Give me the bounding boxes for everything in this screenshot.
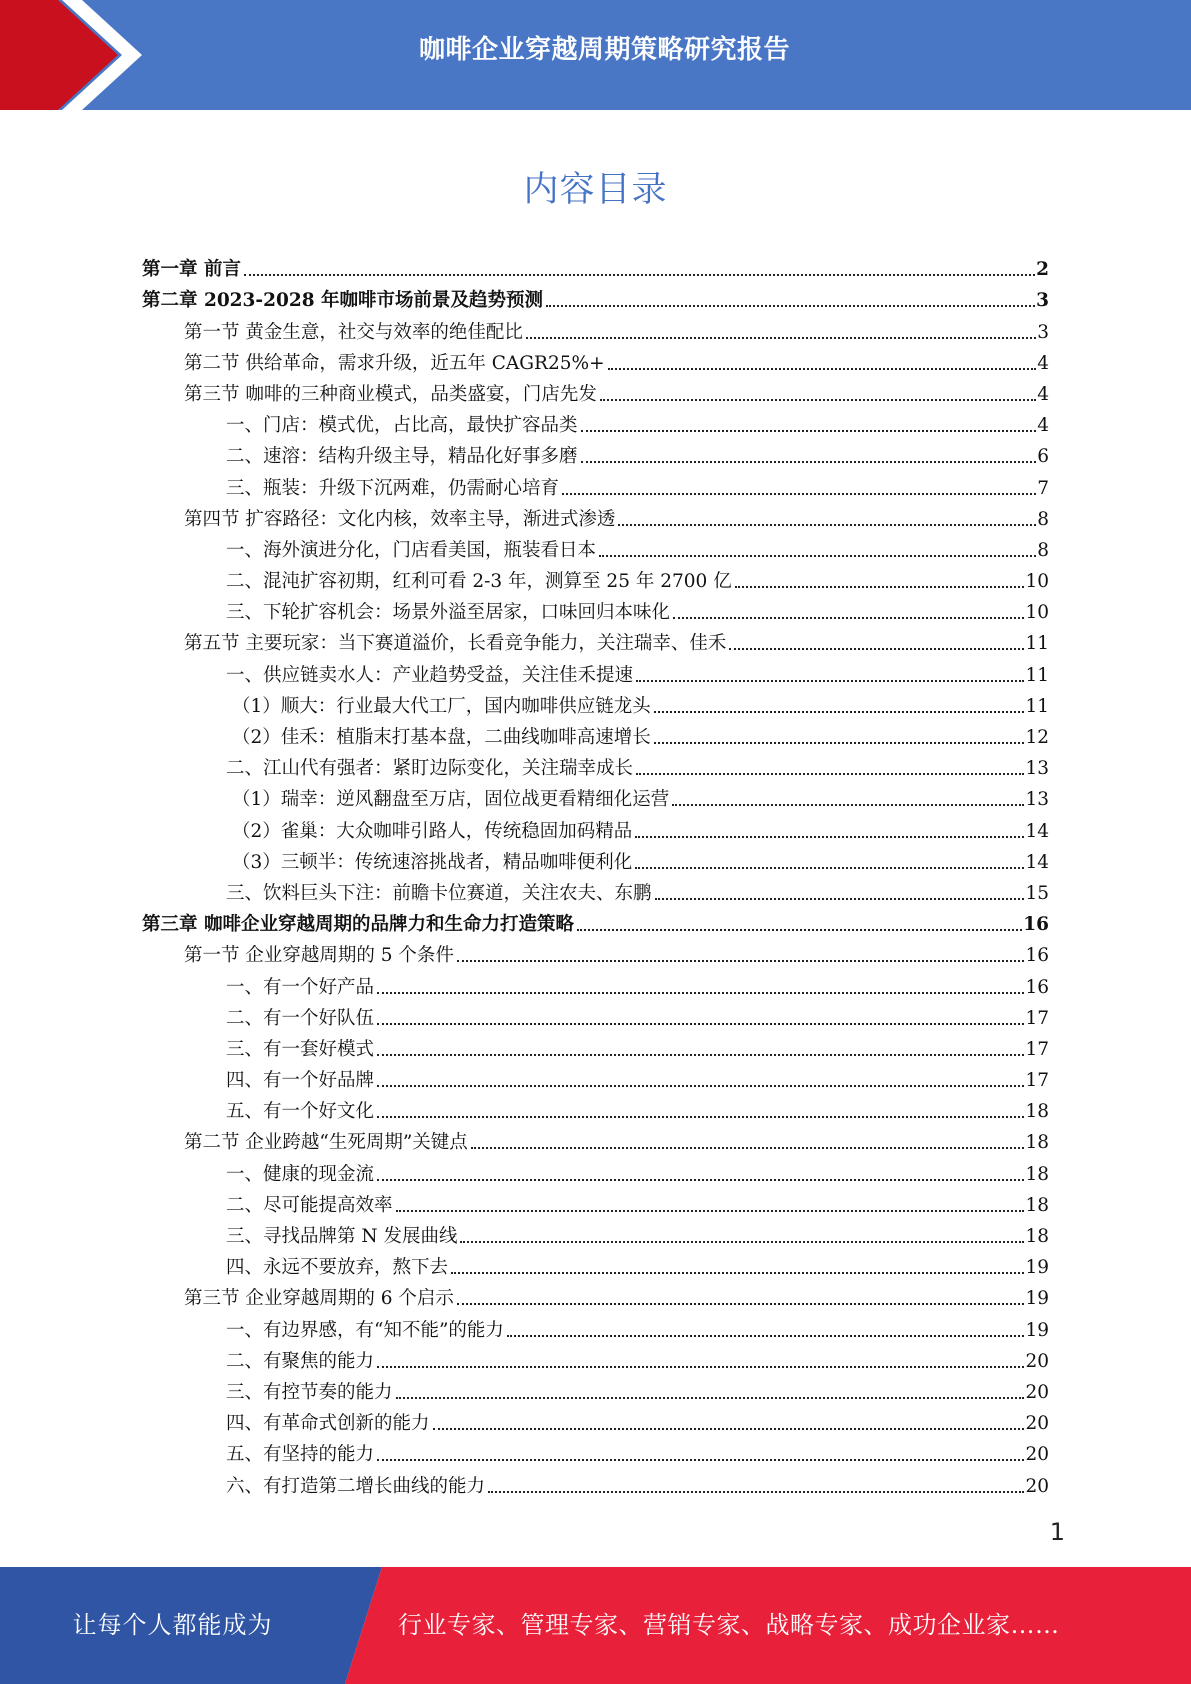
toc-entry-title: 第三节 企业穿越周期的 6 个启示 xyxy=(184,1288,454,1310)
toc-entry-page: 10 xyxy=(1025,602,1049,624)
toc-entry-page: 11 xyxy=(1025,695,1049,717)
toc-dot-leader xyxy=(396,1210,1025,1212)
toc-entry-page: 6 xyxy=(1037,446,1049,468)
toc-entry[interactable] xyxy=(142,1470,1049,1501)
toc-entry-page: 16 xyxy=(1025,976,1049,998)
toc-entry[interactable] xyxy=(142,1158,1049,1189)
toc-entry-title: 第二章 2023-2028 年咖啡市场前景及趋势预测 xyxy=(142,290,544,312)
toc-entry-title: 五、有一个好文化 xyxy=(226,1101,375,1123)
toc-entry[interactable] xyxy=(142,878,1049,909)
toc-entry-title: 四、有革命式创新的能力 xyxy=(226,1413,430,1435)
toc-entry[interactable] xyxy=(142,1439,1049,1470)
toc-dot-leader xyxy=(635,836,1024,838)
toc-entry-page: 4 xyxy=(1037,352,1049,374)
toc-entry-page: 8 xyxy=(1037,539,1049,561)
toc-entry[interactable] xyxy=(142,1221,1049,1252)
toc-entry-title: 一、海外演进分化，门店看美国，瓶装看日本 xyxy=(226,539,597,561)
toc-dot-leader xyxy=(526,337,1036,339)
toc-entry-title: 第四节 扩容路径：文化内核，效率主导，渐进式渗透 xyxy=(184,508,616,530)
footer-slogan-left: 让每个人都能成为 xyxy=(72,1611,273,1639)
toc-entry-page: 13 xyxy=(1025,758,1049,780)
toc-entry[interactable] xyxy=(142,566,1049,597)
toc-entry-page: 19 xyxy=(1025,1288,1049,1310)
toc-dot-leader xyxy=(377,1023,1024,1025)
toc-dot-leader xyxy=(460,1241,1024,1243)
toc-entry-title: 第二节 企业跨越“生死周期”关键点 xyxy=(184,1132,468,1154)
toc-entry-title: 第一节 黄金生意，社交与效率的绝佳配比 xyxy=(184,321,523,343)
toc-entry-title: 一、健康的现金流 xyxy=(226,1163,375,1185)
toc-entry[interactable] xyxy=(142,1283,1049,1314)
toc-entry[interactable] xyxy=(142,971,1049,1002)
toc-dot-leader xyxy=(377,992,1024,994)
toc-entry-title: 一、有边界感，有“知不能”的能力 xyxy=(226,1319,504,1341)
toc-entry-page: 18 xyxy=(1025,1101,1049,1123)
toc-entry[interactable] xyxy=(142,1314,1049,1345)
toc-entry-page: 2 xyxy=(1036,259,1049,281)
toc-entry-title: 第五节 主要玩家：当下赛道溢价，长看竞争能力，关注瑞幸、佳禾 xyxy=(184,633,727,655)
toc-heading: 内容目录 xyxy=(523,170,668,210)
toc-dot-leader xyxy=(654,742,1025,744)
toc-entry-page: 17 xyxy=(1025,1038,1049,1060)
toc-entry-page: 17 xyxy=(1025,1070,1049,1092)
toc-entry-page: 20 xyxy=(1025,1475,1049,1497)
toc-dot-leader xyxy=(546,305,1035,307)
toc-entry[interactable] xyxy=(142,285,1049,316)
toc-entry-page: 20 xyxy=(1025,1350,1049,1372)
toc-entry-title: 三、瓶装：升级下沉两难，仍需耐心培育 xyxy=(226,477,560,499)
toc-entry[interactable] xyxy=(142,847,1049,878)
toc-entry-title: 二、有一个好队伍 xyxy=(226,1007,375,1029)
toc-entry-page: 17 xyxy=(1025,1007,1049,1029)
toc-entry[interactable] xyxy=(142,659,1049,690)
toc-entry-title: 第一章 前言 xyxy=(142,259,241,281)
toc-dot-leader xyxy=(451,1272,1024,1274)
page-number: 1 xyxy=(1049,1518,1065,1546)
toc-dot-leader xyxy=(608,368,1037,370)
toc-dot-leader xyxy=(655,898,1025,900)
toc-dot-leader xyxy=(507,1335,1025,1337)
toc-dot-leader xyxy=(377,1366,1024,1368)
toc-dot-leader xyxy=(457,1303,1025,1305)
toc-entry-page: 3 xyxy=(1036,290,1049,312)
toc-entry-title: 第三章 咖啡企业穿越周期的品牌力和生命力打造策略 xyxy=(142,914,574,936)
toc-entry-title: 三、有控节奏的能力 xyxy=(226,1381,393,1403)
toc-entry[interactable] xyxy=(142,348,1049,379)
toc-dot-leader xyxy=(488,1491,1024,1493)
toc-dot-leader xyxy=(396,1397,1025,1399)
toc-entry-page: 8 xyxy=(1037,508,1049,530)
toc-dot-leader xyxy=(635,867,1024,869)
toc-dot-leader xyxy=(618,524,1036,526)
toc-dot-leader xyxy=(636,680,1024,682)
toc-dot-leader xyxy=(562,493,1036,495)
toc-entry-title: （2）佳禾：植脂末打基本盘，二曲线咖啡高速增长 xyxy=(232,727,651,748)
toc-dot-leader xyxy=(577,929,1022,931)
toc-entry-page: 11 xyxy=(1025,664,1049,686)
toc-entry-page: 20 xyxy=(1025,1381,1049,1403)
toc-entry-title: （1）顺大：行业最大代工厂，国内咖啡供应链龙头 xyxy=(232,695,651,717)
toc-entry[interactable] xyxy=(142,254,1049,285)
toc-entry-page: 18 xyxy=(1025,1163,1049,1185)
toc-dot-leader xyxy=(457,960,1025,962)
toc-dot-leader xyxy=(377,1054,1024,1056)
toc-entry-page: 14 xyxy=(1025,820,1049,842)
toc-entry[interactable] xyxy=(142,1252,1049,1283)
toc-entry-page: 3 xyxy=(1037,321,1049,343)
toc-dot-leader xyxy=(377,1116,1024,1118)
toc-entry-page: 13 xyxy=(1025,789,1049,811)
toc-entry-page: 16 xyxy=(1023,914,1049,936)
toc-entry-page: 20 xyxy=(1025,1444,1049,1466)
toc-entry-title: 五、有坚持的能力 xyxy=(226,1444,375,1466)
toc-entry-page: 18 xyxy=(1025,1226,1049,1247)
toc-entry-title: 二、速溶：结构升级主导，精品化好事多磨 xyxy=(226,446,578,468)
toc-entry[interactable] xyxy=(142,909,1049,940)
toc-entry[interactable] xyxy=(142,1003,1049,1034)
toc-entry-title: 三、下轮扩容机会：场景外溢至居家，口味回归本味化 xyxy=(226,602,671,624)
toc-entry-title: 一、门店：模式优，占比高，最快扩容品类 xyxy=(226,415,578,437)
toc-entry-title: 二、有聚焦的能力 xyxy=(226,1350,375,1372)
toc-entry-title: 三、有一套好模式 xyxy=(226,1038,375,1060)
toc-entry[interactable] xyxy=(142,1034,1049,1065)
toc-dot-leader xyxy=(433,1428,1025,1430)
toc-entry-title: 第一节 企业穿越周期的 5 个条件 xyxy=(184,945,454,967)
toc-entry-title: 二、江山代有强者：紧盯边际变化，关注瑞幸成长 xyxy=(226,758,634,780)
toc-entry[interactable] xyxy=(142,1065,1049,1096)
toc-entry-page: 20 xyxy=(1025,1413,1049,1435)
toc-entry-page: 19 xyxy=(1025,1257,1049,1279)
toc-entry[interactable] xyxy=(142,753,1049,784)
report-header xyxy=(0,0,1191,110)
toc-dot-leader xyxy=(600,399,1036,401)
toc-entry[interactable] xyxy=(142,535,1049,566)
toc-entry[interactable] xyxy=(142,441,1049,472)
toc-entry-title: 一、有一个好产品 xyxy=(226,976,375,998)
toc-entry[interactable] xyxy=(142,410,1049,441)
toc-entry[interactable] xyxy=(142,1346,1049,1377)
toc-entry-page: 4 xyxy=(1037,415,1049,437)
toc-entry[interactable] xyxy=(142,1377,1049,1408)
toc-dot-leader xyxy=(636,773,1024,775)
toc-entry[interactable] xyxy=(142,597,1049,628)
toc-entry-title: （3）三顿半：传统速溶挑战者，精品咖啡便利化 xyxy=(232,851,633,873)
toc-entry[interactable] xyxy=(142,940,1049,971)
toc-dot-leader xyxy=(581,430,1037,432)
toc-dot-leader xyxy=(377,1459,1024,1461)
toc-entry-title: 二、混沌扩容初期，红利可看 2-3 年，测算至 25 年 2700 亿 xyxy=(226,571,732,593)
table-of-contents xyxy=(142,254,1049,1502)
toc-entry-title: 四、永远不要放弃，熬下去 xyxy=(226,1257,449,1279)
toc-entry-page: 12 xyxy=(1025,727,1049,748)
toc-entry-page: 10 xyxy=(1025,571,1049,593)
toc-entry[interactable] xyxy=(142,1190,1049,1221)
toc-dot-leader xyxy=(599,555,1036,557)
toc-entry-page: 15 xyxy=(1025,882,1049,904)
toc-entry[interactable] xyxy=(142,722,1049,753)
toc-entry[interactable] xyxy=(142,1096,1049,1127)
toc-dot-leader xyxy=(244,274,1035,276)
toc-entry-title: （1）瑞幸：逆风翻盘至万店，固位战更看精细化运营 xyxy=(232,789,670,811)
toc-entry-title: 三、寻找品牌第 N 发展曲线 xyxy=(226,1226,458,1247)
toc-dot-leader xyxy=(377,1179,1024,1181)
toc-dot-leader xyxy=(654,711,1025,713)
toc-entry[interactable] xyxy=(142,628,1049,659)
toc-dot-leader xyxy=(729,648,1024,650)
toc-entry[interactable] xyxy=(142,784,1049,815)
toc-entry[interactable] xyxy=(142,1127,1049,1158)
toc-dot-leader xyxy=(672,804,1024,806)
toc-entry[interactable] xyxy=(142,504,1049,535)
footer-banner xyxy=(0,1567,1191,1684)
toc-entry-title: 三、饮料巨头下注：前瞻卡位赛道，关注农夫、东鹏 xyxy=(226,882,652,904)
toc-entry-title: 六、有打造第二增长曲线的能力 xyxy=(226,1475,486,1497)
toc-entry-page: 18 xyxy=(1025,1194,1049,1216)
toc-entry-page: 18 xyxy=(1025,1132,1049,1154)
toc-entry[interactable] xyxy=(142,815,1049,846)
toc-entry[interactable] xyxy=(142,1408,1049,1439)
toc-entry-page: 16 xyxy=(1025,945,1049,967)
toc-entry-page: 19 xyxy=(1025,1319,1049,1341)
toc-entry-title: 四、有一个好品牌 xyxy=(226,1070,375,1092)
toc-dot-leader xyxy=(735,586,1025,588)
toc-dot-leader xyxy=(581,461,1037,463)
toc-entry-page: 14 xyxy=(1025,851,1049,873)
toc-dot-leader xyxy=(673,617,1024,619)
toc-entry-title: 二、尽可能提高效率 xyxy=(226,1194,393,1216)
footer-slogan-right: 行业专家、管理专家、营销专家、战略专家、成功企业家…… xyxy=(398,1611,1060,1639)
toc-entry-title: （2）雀巢：大众咖啡引路人，传统稳固加码精品 xyxy=(232,820,633,842)
toc-entry[interactable] xyxy=(142,379,1049,410)
toc-entry-page: 11 xyxy=(1025,633,1049,655)
toc-entry[interactable] xyxy=(142,316,1049,347)
toc-entry-page: 7 xyxy=(1037,477,1049,499)
toc-entry-title: 第三节 咖啡的三种商业模式，品类盛宴，门店先发 xyxy=(184,383,597,405)
toc-entry-page: 4 xyxy=(1037,383,1049,405)
toc-entry-title: 第二节 供给革命，需求升级，近五年 CAGR25%+ xyxy=(184,352,605,374)
toc-entry[interactable] xyxy=(142,691,1049,722)
toc-entry[interactable] xyxy=(142,472,1049,503)
toc-dot-leader xyxy=(471,1147,1025,1149)
toc-dot-leader xyxy=(377,1085,1024,1087)
report-title: 咖啡企业穿越周期策略研究报告 xyxy=(418,35,790,65)
toc-entry-title: 一、供应链卖水人：产业趋势受益，关注佳禾提速 xyxy=(226,664,634,686)
